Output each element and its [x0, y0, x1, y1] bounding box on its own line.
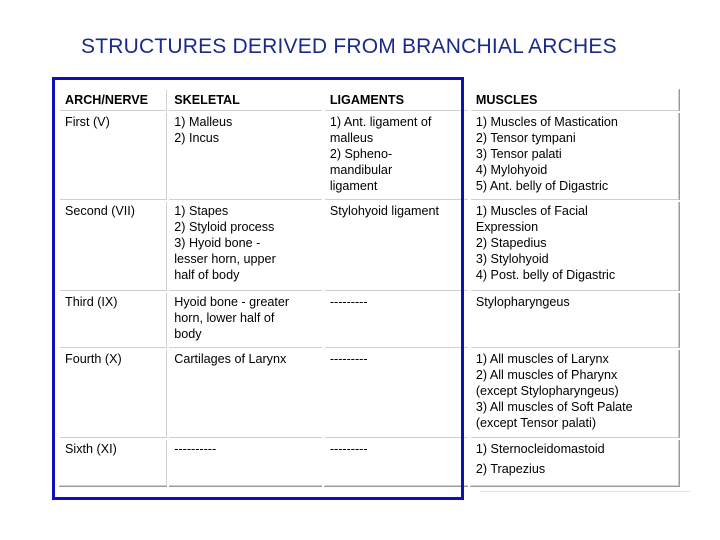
arch-cell: Third (IX)	[59, 292, 168, 349]
cell-line: 2) Styloid process	[174, 220, 275, 234]
header-muscles: MUSCLES	[469, 89, 679, 112]
cell-line: (except Stylopharyngeus)	[475, 384, 619, 398]
cell-line: malleus	[329, 131, 374, 145]
cell-line: Stylohyoid ligament	[329, 204, 440, 218]
header-ligaments: LIGAMENTS	[323, 89, 469, 112]
arch-cell: Sixth (XI)	[59, 439, 168, 487]
cell-line: 3) Tensor palati	[475, 147, 562, 161]
skeletal-cell	[168, 112, 324, 201]
muscles-cell	[469, 292, 679, 349]
cell-line: Hyoid bone - greater	[174, 295, 290, 309]
cell-line: ---------	[329, 295, 368, 309]
skeletal-cell	[168, 349, 324, 439]
ligaments-cell	[323, 292, 469, 349]
header-skeletal: SKELETAL	[168, 89, 324, 112]
branchial-arches-table	[58, 88, 680, 487]
table-row	[59, 201, 680, 292]
cell-line: half of body	[174, 268, 240, 282]
slide-title: STRUCTURES DERIVED FROM BRANCHIAL ARCHES	[81, 35, 617, 58]
ligaments-cell	[323, 112, 469, 201]
cell-line: 1) Muscles of Facial	[475, 204, 588, 218]
cell-line: ---------	[329, 442, 368, 456]
table-row	[59, 112, 680, 201]
muscles-cell	[469, 439, 679, 487]
cell-line: Expression	[475, 220, 539, 234]
ligaments-cell	[323, 439, 469, 487]
skeletal-cell	[168, 292, 324, 349]
table-header-row	[59, 89, 680, 112]
arch-cell: First (V)	[59, 112, 168, 201]
cell-line: ---------	[329, 352, 368, 366]
ligaments-cell	[323, 349, 469, 439]
table-row	[59, 349, 680, 439]
cell-line: 2) All muscles of Pharynx	[475, 368, 618, 382]
ligaments-cell	[323, 201, 469, 292]
cell-line: 2) Trapezius	[475, 462, 546, 476]
cell-line: Stylopharyngeus	[475, 295, 570, 309]
table-row	[59, 292, 680, 349]
cell-line: 3) All muscles of Soft Palate	[475, 400, 633, 414]
cell-line: 4) Mylohyoid	[475, 163, 548, 177]
cell-line: 2) Incus	[174, 131, 220, 145]
muscles-cell	[469, 349, 679, 439]
cell-line: 4) Post. belly of Digastric	[475, 268, 616, 282]
cell-line: lesser horn, upper	[174, 252, 276, 266]
cell-line: 1) Ant. ligament of	[329, 115, 432, 129]
cell-line: 1) Sternocleidomastoid	[475, 442, 605, 456]
cell-line: (except Tensor palati)	[475, 416, 597, 430]
cell-line: Cartilages of Larynx	[174, 352, 287, 366]
cell-line: ligament	[329, 179, 378, 193]
cell-line: horn, lower half of	[174, 311, 275, 325]
header-arch-nerve: ARCH/NERVE	[59, 89, 168, 112]
arch-cell: Fourth (X)	[59, 349, 168, 439]
muscles-cell	[469, 112, 679, 201]
skeletal-cell	[168, 439, 324, 487]
cell-line: mandibular	[329, 163, 393, 177]
muscles-cell	[469, 201, 679, 292]
arch-cell: Second (VII)	[59, 201, 168, 292]
divider	[480, 491, 690, 492]
cell-line: 1) Muscles of Mastication	[475, 115, 618, 129]
cell-line: ----------	[174, 442, 217, 456]
cell-line: body	[174, 327, 202, 341]
skeletal-cell	[168, 201, 324, 292]
cell-line: 1) All muscles of Larynx	[475, 352, 609, 366]
cell-line: 1) Stapes	[174, 204, 229, 218]
cell-line: 5) Ant. belly of Digastric	[475, 179, 609, 193]
cell-line: 3) Stylohyoid	[475, 252, 549, 266]
cell-line: 2) Stapedius	[475, 236, 547, 250]
cell-line: 2) Spheno-	[329, 147, 393, 161]
cell-line: 2) Tensor tympani	[475, 131, 576, 145]
cell-line: 1) Malleus	[174, 115, 233, 129]
table-row	[59, 439, 680, 487]
cell-line: 3) Hyoid bone -	[174, 236, 261, 250]
